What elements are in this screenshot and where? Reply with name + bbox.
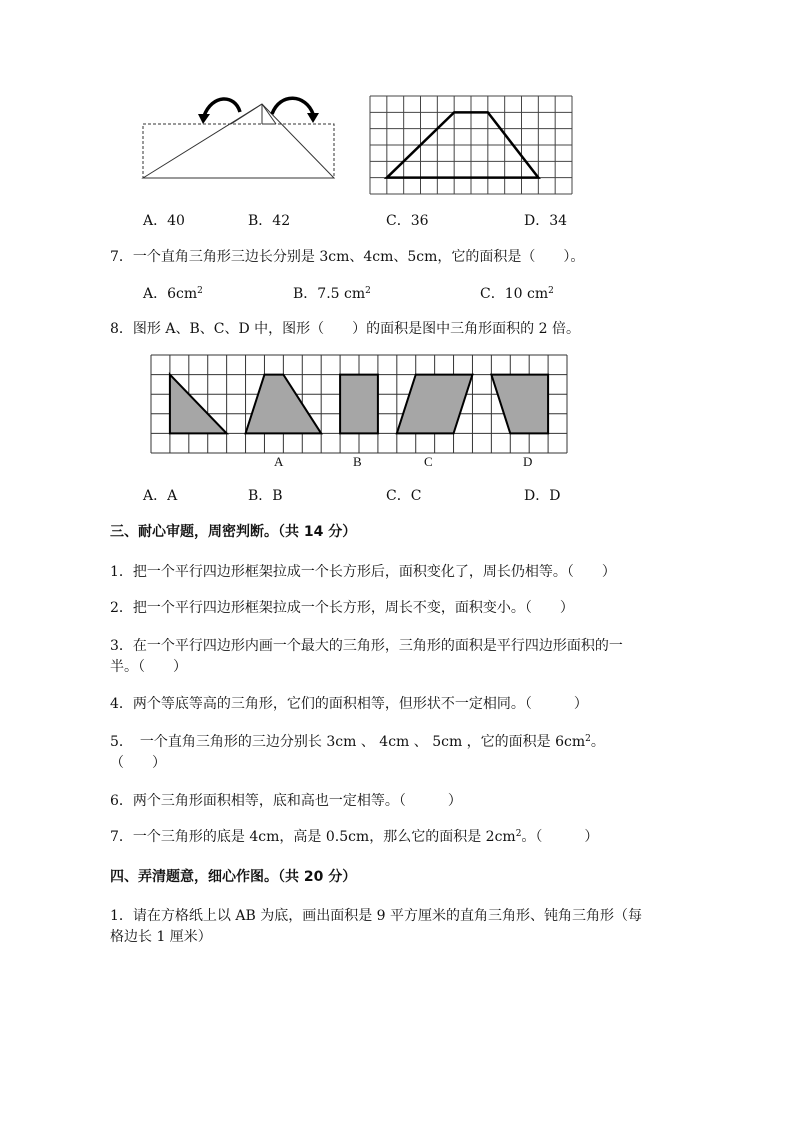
judge-item-6: 6．两个三角形面积相等，底和高也一定相等。（ ） bbox=[110, 793, 462, 809]
section-3-heading: 三、耐心审题，周密判断。（共 14 分） bbox=[110, 524, 357, 540]
curved-arrow-right-icon bbox=[272, 98, 313, 114]
judge-item-4: 4．两个等底等高的三角形，它们的面积相等，但形状不一定相同。（ ） bbox=[110, 696, 588, 712]
shape-b-rectangle bbox=[340, 375, 378, 434]
q6-option-a[interactable]: A．40 bbox=[143, 213, 185, 229]
judge-item-1: 1．把一个平行四边形框架拉成一个长方形后，面积变化了，周长仍相等。（ ） bbox=[110, 564, 616, 580]
q8-option-c[interactable]: C．C bbox=[386, 488, 422, 504]
judge-item-5-line-2: （ ） bbox=[110, 755, 166, 771]
triangle bbox=[143, 104, 334, 178]
question-7: 7．一个直角三角形三边长分别是 3cm、4cm、5cm，它的面积是（ ）。 bbox=[110, 249, 585, 265]
draw-item-1-line-2: 格边长 1 厘米） bbox=[110, 929, 212, 945]
judge-item-3-line-2: 半。（ ） bbox=[110, 659, 187, 675]
q7-option-a[interactable]: A．$6cm^2$ bbox=[143, 286, 203, 302]
dashed-rectangle bbox=[143, 124, 334, 178]
shape-a-trapezoid bbox=[246, 375, 322, 434]
judge-item-3-line-1: 3．在一个平行四边形内画一个最大的三角形，三角形的面积是平行四边形面积的一 bbox=[110, 638, 623, 654]
q6-option-c[interactable]: C．36 bbox=[386, 213, 429, 229]
shape-c-parallelogram bbox=[397, 375, 473, 434]
judge-item-5-line-1: 5． 一个直角三角形的三边分别长 3cm 、 4cm 、 5cm ，它的面积是 $6cm^2$。 bbox=[110, 734, 605, 750]
triangle-shape bbox=[170, 375, 227, 434]
shape-label-b: B bbox=[353, 454, 362, 469]
draw-item-1-line-1: 1．请在方格纸上以 AB 为底，画出面积是 9 平方厘米的直角三角形、钝角三角形（每 bbox=[110, 908, 643, 924]
q7-option-b[interactable]: B．7.5 $cm^2$ bbox=[293, 286, 371, 302]
q6-option-b[interactable]: B．42 bbox=[248, 213, 291, 229]
question-8: 8．图形 A、B、C、D 中，图形（ ）的面积是图中三角形面积的 2 倍。 bbox=[110, 321, 580, 337]
judge-item-7: 7．一个三角形的底是 4cm，高是 0.5cm，那么它的面积是 $2cm^2$。（ ） bbox=[110, 829, 599, 845]
judge-item-2: 2．把一个平行四边形框架拉成一个长方形，周长不变，面积变小。（ ） bbox=[110, 600, 574, 616]
q6-option-d[interactable]: D．34 bbox=[524, 213, 568, 229]
q7-option-c[interactable]: C．10 $cm^2$ bbox=[480, 286, 554, 302]
q8-option-a[interactable]: A．A bbox=[143, 488, 178, 504]
shape-label-c: C bbox=[424, 454, 433, 469]
shapes-grid bbox=[151, 355, 567, 453]
q8-option-b[interactable]: B．B bbox=[248, 488, 283, 504]
shape-label-a: A bbox=[274, 454, 284, 469]
trapezoid-grid bbox=[370, 96, 572, 194]
shape-label-d: D bbox=[523, 454, 533, 469]
curved-arrow-left-icon bbox=[204, 99, 240, 116]
section-4-heading: 四、弄清题意，细心作图。（共 20 分） bbox=[110, 869, 357, 885]
shape-d-trapezoid bbox=[491, 375, 548, 434]
q8-option-d[interactable]: D．D bbox=[524, 488, 561, 504]
